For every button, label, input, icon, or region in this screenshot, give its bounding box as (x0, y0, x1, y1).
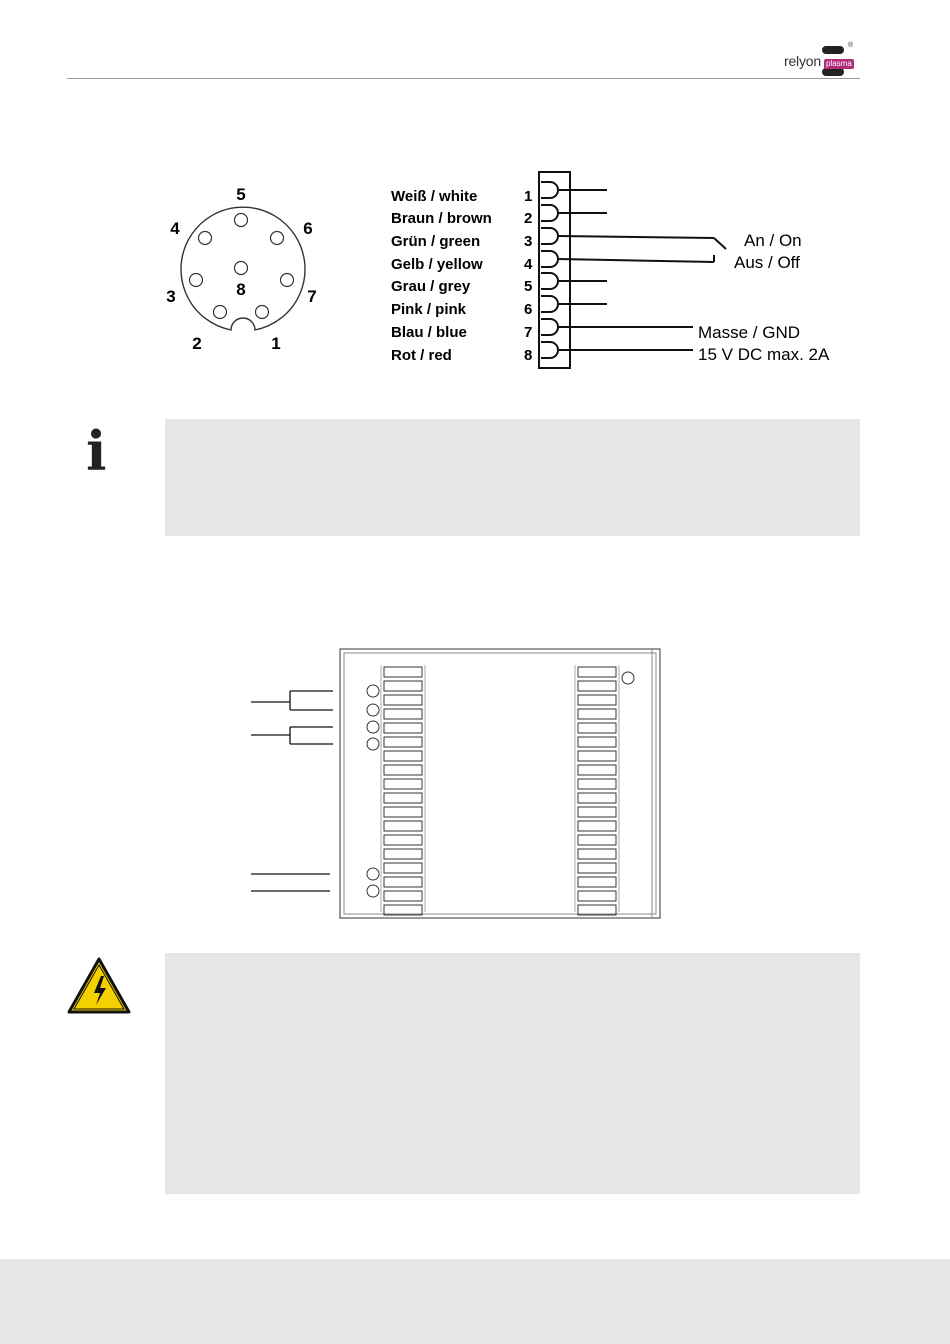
wire-label: Gelb / yellow (391, 256, 483, 273)
terminal-number: 4 (524, 256, 533, 273)
terminal-slot (384, 723, 422, 733)
terminal-slot (384, 877, 422, 887)
terminal-circle (367, 721, 379, 733)
terminal-circle (367, 704, 379, 716)
pin-number: 4 (170, 219, 180, 238)
external-wiring (251, 691, 333, 891)
terminal-slot (578, 793, 616, 803)
terminal-slot (384, 695, 422, 705)
footer-band (0, 1259, 950, 1344)
pin-number: 1 (271, 334, 281, 353)
terminal-slot (578, 667, 616, 677)
device-outline (340, 649, 660, 918)
switch-on-label: An / On (744, 231, 802, 250)
terminal-slot (384, 779, 422, 789)
brand-name: relyon (784, 53, 821, 69)
terminal-slot (384, 807, 422, 817)
terminal-number: 5 (524, 278, 533, 295)
switch-off-label: Aus / Off (734, 253, 800, 272)
registered-mark: ® (848, 42, 854, 49)
terminal-slot (578, 765, 616, 775)
terminal-circle (367, 885, 379, 897)
wire-label: Braun / brown (391, 210, 492, 227)
terminal-slot (384, 863, 422, 873)
terminal-slot (384, 765, 422, 775)
terminal-slot (578, 877, 616, 887)
terminal-circle (367, 868, 379, 880)
terminal-circle (622, 672, 634, 684)
terminal-number: 2 (524, 210, 533, 227)
terminal-slot (384, 681, 422, 691)
terminal-slot (578, 891, 616, 901)
brand-sub: plasma (826, 59, 852, 68)
terminal-circle (367, 738, 379, 750)
terminal-slot (384, 891, 422, 901)
terminal-number: 7 (524, 324, 533, 341)
terminal-slot (578, 849, 616, 859)
terminal-slot (578, 807, 616, 817)
terminal-strip-right (578, 667, 616, 915)
wire-label: Rot / red (391, 347, 452, 364)
ground-label: Masse / GND (698, 323, 801, 342)
terminal-circle (367, 685, 379, 697)
terminal-slot (384, 821, 422, 831)
wire-label: Blau / blue (391, 324, 467, 341)
terminal-strip-left (384, 667, 422, 915)
terminal-slot (578, 695, 616, 705)
wire-label: Weiß / white (391, 188, 478, 205)
terminal-slot (578, 863, 616, 873)
pin-number: 6 (303, 219, 313, 238)
pin-number: 2 (192, 334, 202, 353)
terminal-slot (384, 835, 422, 845)
supply-label: 15 V DC max. 2A (698, 345, 830, 364)
terminal-slot (578, 681, 616, 691)
terminal-slot (578, 723, 616, 733)
wire-label: Pink / pink (391, 301, 467, 318)
terminal-number: 1 (524, 188, 533, 205)
terminal-slot (384, 667, 422, 677)
pin-number: 5 (236, 185, 246, 204)
terminal-number: 6 (524, 301, 533, 318)
terminal-number: 8 (524, 347, 533, 364)
terminal-slot (578, 709, 616, 719)
warning-note-box (165, 953, 860, 1194)
terminal-slot (384, 751, 422, 761)
terminal-slot (578, 779, 616, 789)
terminal-slot (578, 737, 616, 747)
terminal-slot (578, 751, 616, 761)
terminal-slot (384, 709, 422, 719)
terminal-slot (384, 737, 422, 747)
terminal-number: 3 (524, 233, 533, 250)
terminal-slot (578, 821, 616, 831)
wire-label: Grau / grey (391, 278, 471, 295)
wire-label: Grün / green (391, 233, 481, 250)
terminal-slot (384, 849, 422, 859)
terminal-slot (384, 793, 422, 803)
pin-number: 8 (236, 280, 246, 299)
pin-number: 3 (166, 287, 176, 306)
pin-number: 7 (307, 287, 317, 306)
high-voltage-warning-icon (67, 956, 131, 1016)
info-icon: i (86, 419, 107, 483)
terminal-slot (578, 835, 616, 845)
